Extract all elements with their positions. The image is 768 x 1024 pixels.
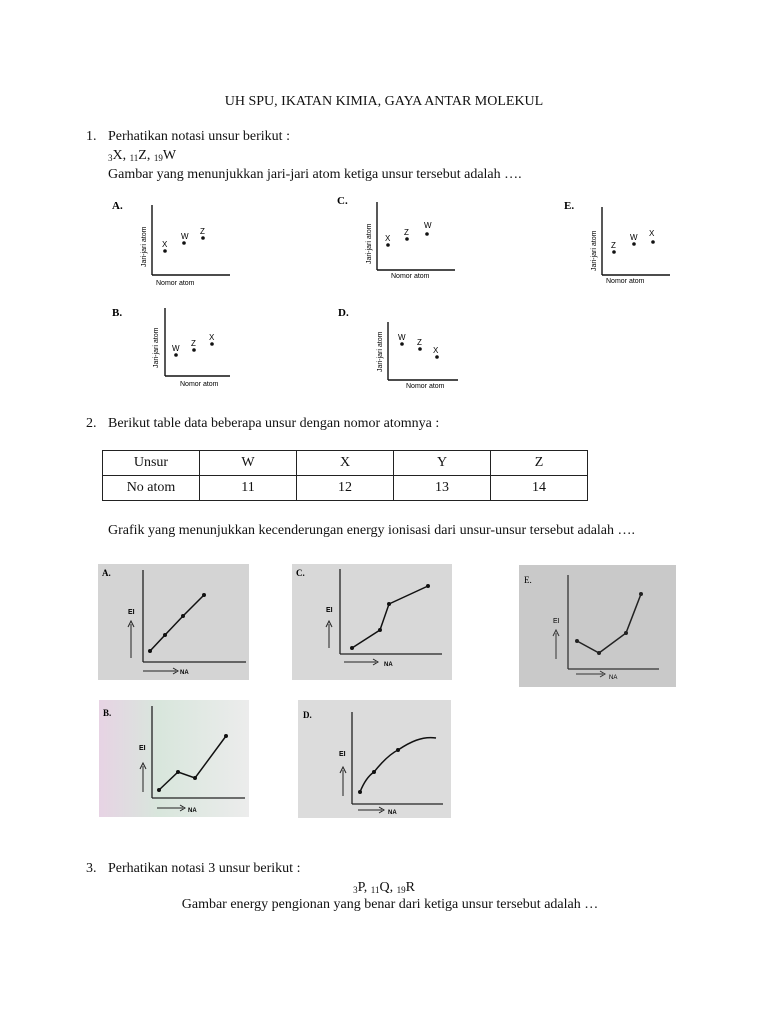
q1-number: 1. <box>86 129 97 144</box>
q1-text: Perhatikan notasi unsur berikut : <box>108 129 290 144</box>
svg-text:X: X <box>649 229 655 238</box>
q2-option-b-ylabel: EI <box>139 745 146 752</box>
q3-notation: $_3$P, $_{11}$Q, $_{19}$R <box>353 880 415 895</box>
svg-text:Z: Z <box>191 339 196 348</box>
svg-text:W: W <box>630 233 638 242</box>
q1-option-a-figure[interactable] <box>110 195 240 287</box>
table-cell: 11 <box>200 476 297 501</box>
page-title: UH SPU, IKATAN KIMIA, GAYA ANTAR MOLEKUL <box>224 94 544 109</box>
q2-option-c-xlabel: NA <box>384 662 393 668</box>
svg-text:X: X <box>162 240 168 249</box>
q2-option-b-label: B. <box>103 708 112 718</box>
q1-option-a-ylabel: Jari-jari atom <box>141 226 148 267</box>
q1-option-e-ylabel: Jari-jari atom <box>591 230 598 271</box>
q1-option-e-figure[interactable] <box>562 195 692 287</box>
table-header-cell: W <box>200 451 297 476</box>
element-table <box>102 450 588 501</box>
q2-option-d-label: D. <box>303 710 312 720</box>
table-header-cell: X <box>297 451 394 476</box>
q2-option-b-figure[interactable] <box>99 700 249 817</box>
table-cell: No atom <box>103 476 200 501</box>
q2-option-d-figure[interactable] <box>298 700 451 818</box>
table-header-cell: Z <box>491 451 588 476</box>
table-row <box>103 476 588 501</box>
q1-option-b-ylabel: Jari-jari atom <box>153 327 160 368</box>
q3-number: 3. <box>86 861 97 876</box>
q2-option-b-xlabel: NA <box>188 808 197 814</box>
q1-notation: $_3$X, $_{11}$Z, $_{19}$W <box>108 148 177 163</box>
svg-text:W: W <box>398 333 406 342</box>
q1-option-d-ylabel: Jari-jari atom <box>377 331 384 372</box>
q1-question: Gambar yang menunjukkan jari-jari atom ketiga unsur tersebut adalah …. <box>108 167 522 182</box>
q2-option-c-label: C. <box>296 568 305 578</box>
q1-option-b-figure[interactable] <box>110 302 240 394</box>
q2-text: Berikut table data beberapa unsur dengan nomor atomnya : <box>108 416 440 431</box>
svg-text:W: W <box>181 232 189 241</box>
q1-option-d-figure[interactable] <box>336 302 466 394</box>
q1-option-e-label: E. <box>564 200 575 212</box>
q2-option-c-ylabel: EI <box>326 607 333 614</box>
q2-option-c-figure[interactable] <box>292 564 452 680</box>
q2-question: Grafik yang menunjukkan kecenderungan energy ionisasi dari unsur-unsur tersebut adalah …. <box>108 523 636 538</box>
q2-option-d-xlabel: NA <box>388 810 397 816</box>
q1-option-b-label: B. <box>112 307 123 319</box>
q1-option-a-label: A. <box>112 200 123 212</box>
svg-text:Z: Z <box>200 227 205 236</box>
q3-question: Gambar energy pengionan yang benar dari ketiga unsur tersebut adalah … <box>181 897 599 912</box>
svg-text:W: W <box>172 344 180 353</box>
q1-option-c-label: C. <box>337 195 348 207</box>
q2-number: 2. <box>86 416 97 431</box>
q2-option-a-ylabel: EI <box>128 609 135 616</box>
q2-option-e-xlabel: NA <box>609 675 618 681</box>
table-cell: 14 <box>491 476 588 501</box>
q2-option-a-figure[interactable] <box>98 564 249 680</box>
q2-option-d-ylabel: EI <box>339 751 346 758</box>
svg-text:Z: Z <box>404 228 409 237</box>
table-row <box>103 451 588 476</box>
svg-text:W: W <box>424 221 432 230</box>
svg-text:X: X <box>385 234 391 243</box>
q2-option-e-figure[interactable] <box>519 565 676 687</box>
q2-option-a-xlabel: NA <box>180 670 189 676</box>
table-cell: 13 <box>394 476 491 501</box>
q1-option-c-figure[interactable] <box>335 192 465 284</box>
svg-text:X: X <box>209 333 215 342</box>
q1-option-c-ylabel: Jari-jari atom <box>366 223 373 264</box>
table-header-cell: Y <box>394 451 491 476</box>
svg-text:X: X <box>433 346 439 355</box>
svg-text:Z: Z <box>611 241 616 250</box>
q2-option-e-ylabel: EI <box>553 618 560 625</box>
q1-option-e-xlabel: Nomor atom <box>606 278 645 285</box>
q1-option-d-xlabel: Nomor atom <box>406 383 445 390</box>
q1-option-c-xlabel: Nomor atom <box>391 273 430 280</box>
table-header-cell: Unsur <box>103 451 200 476</box>
q3-text: Perhatikan notasi 3 unsur berikut : <box>108 861 301 876</box>
q1-option-b-xlabel: Nomor atom <box>180 381 219 388</box>
table-cell: 12 <box>297 476 394 501</box>
q1-option-d-label: D. <box>338 307 349 319</box>
svg-text:Z: Z <box>417 338 422 347</box>
q2-option-e-label: E. <box>524 575 532 585</box>
q1-option-a-xlabel: Nomor atom <box>156 280 195 287</box>
q2-option-a-label: A. <box>102 568 111 578</box>
